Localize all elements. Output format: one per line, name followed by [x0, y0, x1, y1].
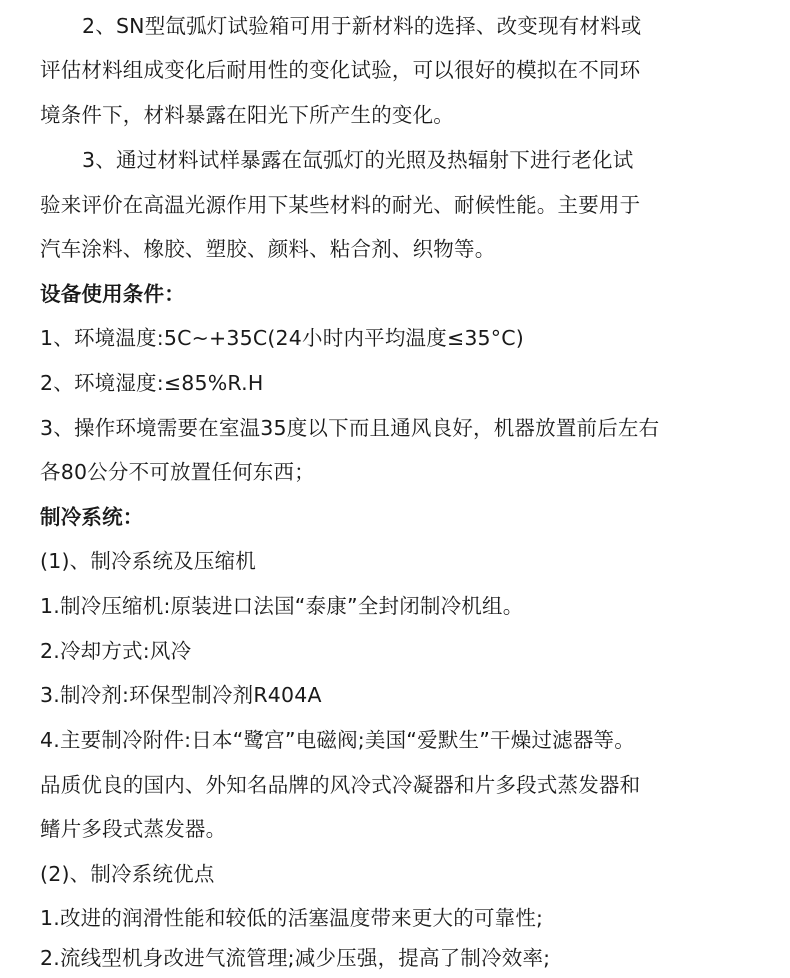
paragraph-line: (2)、制冷系统优点	[40, 862, 215, 886]
paragraph-line: 2、环境湿度:≤85%R.H	[40, 371, 264, 395]
paragraph-line: 4.主要制冷附件:日本“鹭宫”电磁阀;美国“爱默生”干燥过滤器等。	[40, 728, 635, 752]
paragraph-line: (1)、制冷系统及压缩机	[40, 549, 256, 573]
paragraph-line: 3、通过材料试样暴露在氙弧灯的光照及热辐射下进行老化试	[82, 148, 634, 172]
paragraph-line: 各80公分不可放置任何东西；	[40, 460, 315, 484]
paragraph-line: 1、环境温度:5C~+35C(24小时内平均温度≤35°C)	[40, 326, 524, 350]
paragraph-line: 2、SN型氙弧灯试验箱可用于新材料的选择、改变现有材料或	[82, 14, 642, 38]
paragraph-line: 评估材料组成变化后耐用性的变化试验，可以很好的模拟在不同环	[40, 58, 641, 82]
paragraph-line: 汽车涂料、橡胶、塑胶、颜料、粘合剂、织物等。	[40, 237, 496, 261]
paragraph-line: 2.冷却方式:风冷	[40, 639, 192, 663]
paragraph-line: 品质优良的国内、外知名品牌的风冷式冷凝器和片多段式蒸发器和	[40, 773, 641, 797]
section-heading: 设备使用条件：	[40, 282, 185, 306]
paragraph-line: 3、操作环境需要在室温35度以下而且通风良好，机器放置前后左右	[40, 416, 660, 440]
section-heading: 制冷系统：	[40, 505, 144, 529]
paragraph-line: 3.制冷剂:环保型制冷剂R404A	[40, 683, 322, 707]
paragraph-line: 境条件下，材料暴露在阳光下所产生的变化。	[40, 103, 454, 127]
paragraph-line: 1.制冷压缩机:原装进口法国“泰康”全封闭制冷机组。	[40, 594, 524, 618]
paragraph-line: 鳍片多段式蒸发器。	[40, 817, 227, 841]
paragraph-line: 2.流线型机身改进气流管理;减少压强，提高了制冷效率;	[40, 946, 551, 970]
paragraph-line: 验来评价在高温光源作用下某些材料的耐光、耐候性能。主要用于	[40, 193, 641, 217]
paragraph-line: 1.改进的润滑性能和较低的活塞温度带来更大的可靠性;	[40, 906, 544, 930]
